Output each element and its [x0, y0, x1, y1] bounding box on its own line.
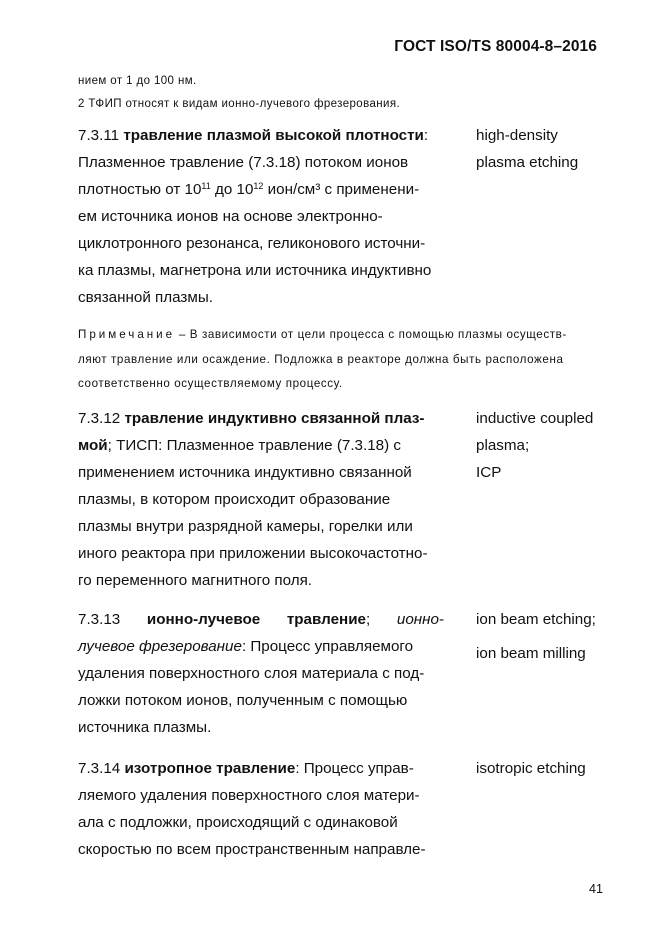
definition-line: до 10 — [210, 181, 254, 198]
entry-number: 7.3.11 — [78, 127, 120, 144]
entry-7-3-13: 7.3.13 ионно-лучевое травление; ионно- лучевое фрезерование: Процесс управляемого удаления поверхностного слоя материала с под- ложки потоком ионов, полученным с помощью источника плазмы. — [78, 611, 444, 736]
abbreviation: ; ТИСП: — [107, 437, 167, 454]
superscript: 12 — [253, 181, 264, 191]
english-term-line: plasma; — [476, 437, 530, 454]
remark-line: соответственно осуществляемому процессу. — [78, 377, 343, 390]
english-term-line: ICP — [476, 464, 502, 481]
remark-line: ляют травление или осаждение. Подложка в реакторе должна быть расположена — [78, 352, 564, 366]
synonym-term: ионно- — [396, 611, 444, 628]
entry-7-3-11: 7.3.11 травление плазмой высокой плотности: Плазменное травление (7.3.18) потоком ионов плотностью от $10^{11}$ до $10^{12}$ ион/см³ с применени- ем источника ионов на основе электронно- циклотронного резонанса, геликонового источни- ка плазмы, магнетрона или источника индуктивно связанной плазмы. — [78, 127, 432, 306]
definition-line: применением источника индуктивно связанной — [78, 464, 412, 481]
english-equivalent-7-3-14 — [476, 755, 626, 782]
definition-line: источника плазмы. — [78, 719, 212, 736]
definition-line: иного реактора при приложении высокочастотно- — [78, 545, 428, 562]
entry-7-3-12 — [78, 405, 444, 594]
definition-line: ион/см³ с применени- — [263, 181, 420, 198]
term-title: травление индуктивно связанной плаз- — [124, 410, 425, 427]
english-term-line: ion beam milling — [476, 645, 586, 662]
definition-line: Плазменное травление (7.3.18) потоком ионов — [78, 154, 409, 171]
term-title-cont: мой — [78, 437, 108, 454]
definition-line: циклотронного резонанса, геликонового источни- — [78, 235, 426, 252]
definition-line: ляемого удаления поверхностного слоя матери- — [78, 787, 420, 804]
superscript: 11 — [201, 181, 211, 191]
definition-line: ала с подложки, происходящий с одинаковой — [78, 814, 398, 831]
english-equivalent-7-3-11 — [476, 122, 626, 176]
english-term-line: inductive coupled — [476, 410, 594, 427]
definition-line: плотностью от 10 — [78, 181, 202, 198]
remark-line: – В зависимости от цели процесса с помощью плазмы осуществ- — [175, 328, 567, 341]
definition-line: : Процесс управ- — [295, 760, 414, 777]
english-term-line: ion beam etching; — [476, 611, 596, 628]
definition-line: го переменного магнитного поля. — [78, 572, 313, 589]
definition-line: ем источника ионов на основе электронно- — [78, 208, 383, 225]
english-term-line: plasma etching — [476, 154, 579, 171]
term-title: ионно-лучевое травление — [146, 611, 366, 628]
remark-block — [78, 323, 614, 397]
note-2: 2 ТФИП относят к видам ионно-лучевого фрезерования. — [78, 98, 401, 110]
entry-number: 7.3.12 — [78, 410, 121, 427]
definition-line: : Процесс управляемого — [241, 638, 414, 655]
definition-line: Плазменное травление (7.3.18) с — [166, 437, 401, 454]
definition-line: ка плазмы, магнетрона или источника индуктивно — [78, 262, 432, 279]
entry-number: 7.3.13 — [78, 611, 121, 628]
definition-line: скоростью по всем пространственным направле- — [78, 841, 426, 858]
definition-line: связанной плазмы. — [78, 289, 213, 306]
synonym-term-cont: лучевое фрезерование — [78, 638, 242, 655]
english-term-line: high-density — [476, 127, 558, 144]
english-equivalent-7-3-12 — [476, 405, 626, 486]
page-number: 41 — [589, 882, 603, 896]
term-title: изотропное травление — [124, 760, 296, 777]
definition-line: плазмы, в котором происходит образование — [78, 491, 391, 508]
remark-label: Примечание — [78, 328, 176, 341]
english-equivalent-7-3-13 — [476, 606, 626, 667]
english-term-line: isotropic etching — [476, 760, 586, 777]
term-title: травление плазмой высокой плотности — [123, 127, 424, 144]
definition-line: плазмы внутри разрядной камеры, горелки или — [78, 518, 413, 535]
document-code-header: ГОСТ ISO/TS 80004-8–2016 — [394, 38, 597, 55]
entry-number: 7.3.14 — [78, 760, 121, 777]
definition-line: ложки потоком ионов, полученным с помощью — [78, 692, 408, 709]
note-continuation: нием от 1 до 100 нм. — [78, 75, 197, 87]
entry-7-3-14 — [78, 755, 444, 863]
definition-line: удаления поверхностного слоя материала с под- — [78, 665, 425, 682]
